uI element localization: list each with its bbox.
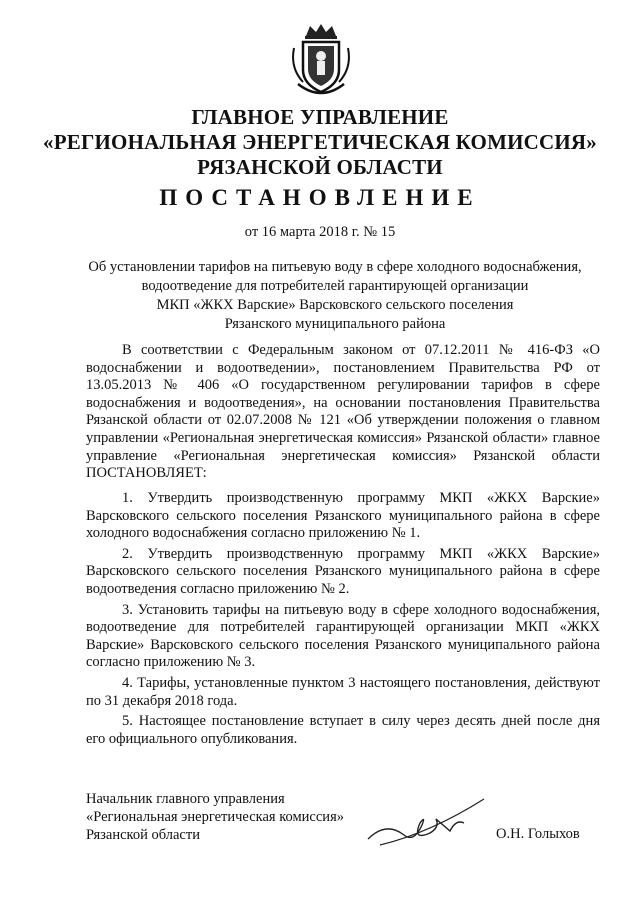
handwritten-signature: [360, 795, 490, 850]
resolution-item: 1. Утвердить производственную программу МКП «ЖКХ Варские» Варсковского сельского поселения Рязанского муниципального района в сфере холодного водоснабжения согласно приложению № 1.: [86, 490, 600, 542]
subject-line-4: Рязанского муниципального района: [224, 316, 446, 332]
signatory-name: О.Н. Голыхов: [496, 826, 580, 842]
document-subject: [70, 258, 600, 334]
position-line-2: «Региональная энергетическая комиссия»: [86, 809, 344, 825]
signatory-position: [86, 790, 344, 844]
resolution-item: 3. Установить тарифы на питьевую воду в сфере холодного водоснабжения, водоотведение для потребителей гарантирующей организации МКП «ЖКХ Варские» Варсковского сельского поселения Рязанского муниципального района согласно приложению № 3.: [86, 601, 600, 671]
subject-line-3: МКП «ЖКХ Варские» Варсковского сельского поселения: [156, 297, 514, 313]
org-line-3: РЯЗАНСКОЙ ОБЛАСТИ: [197, 155, 443, 179]
position-line-3: Рязанской области: [86, 827, 200, 843]
organization-name: [40, 105, 600, 180]
resolution-items: [86, 490, 600, 751]
subject-line-2: водоотведение для потребителей гарантирующей организации: [141, 278, 529, 294]
resolution-item: 4. Тарифы, установленные пунктом 3 настоящего постановления, действуют по 31 декабря 2018 года.: [86, 674, 600, 709]
document-date-number: от 16 марта 2018 г. № 15: [244, 224, 396, 240]
subject-line-1: Об установлении тарифов на питьевую воду в сфере холодного водоснабжения,: [88, 259, 582, 275]
preamble-paragraph: В соответствии с Федеральным законом от 07.12.2011 № 416-ФЗ «О водоснабжении и водоотведении», постановлением Правительства РФ от 13.05.2013 № 406 «О государственном регулировании тарифов в сфере водоснабжения и водоотведения», на основании постановления Правительства Рязанской области от 02.07.2008 № 121 «Об утверждении положения о главном управлении «Региональная энергетическая комиссия» Рязанской области» главное управление «Региональная энергетическая комиссия» Рязанской области ПОСТАНОВЛЯЕТ:: [86, 342, 600, 482]
resolution-item: 5. Настоящее постановление вступает в силу через десять дней после дня его официального опубликования.: [86, 713, 600, 747]
document-type-title: ПОСТАНОВЛЕНИЕ: [159, 185, 481, 210]
resolution-item: 2. Утвердить производственную программу МКП «ЖКХ Варские» Варсковского сельского поселения Рязанского муниципального района в сфере водоотведения согласно приложению № 2.: [86, 545, 600, 597]
org-line-1: ГЛАВНОЕ УПРАВЛЕНИЕ: [191, 105, 449, 129]
coat-of-arms-icon: [290, 22, 352, 98]
position-line-1: Начальник главного управления: [86, 791, 285, 807]
org-line-2: «РЕГИОНАЛЬНАЯ ЭНЕРГЕТИЧЕСКАЯ КОМИССИЯ»: [43, 130, 597, 154]
